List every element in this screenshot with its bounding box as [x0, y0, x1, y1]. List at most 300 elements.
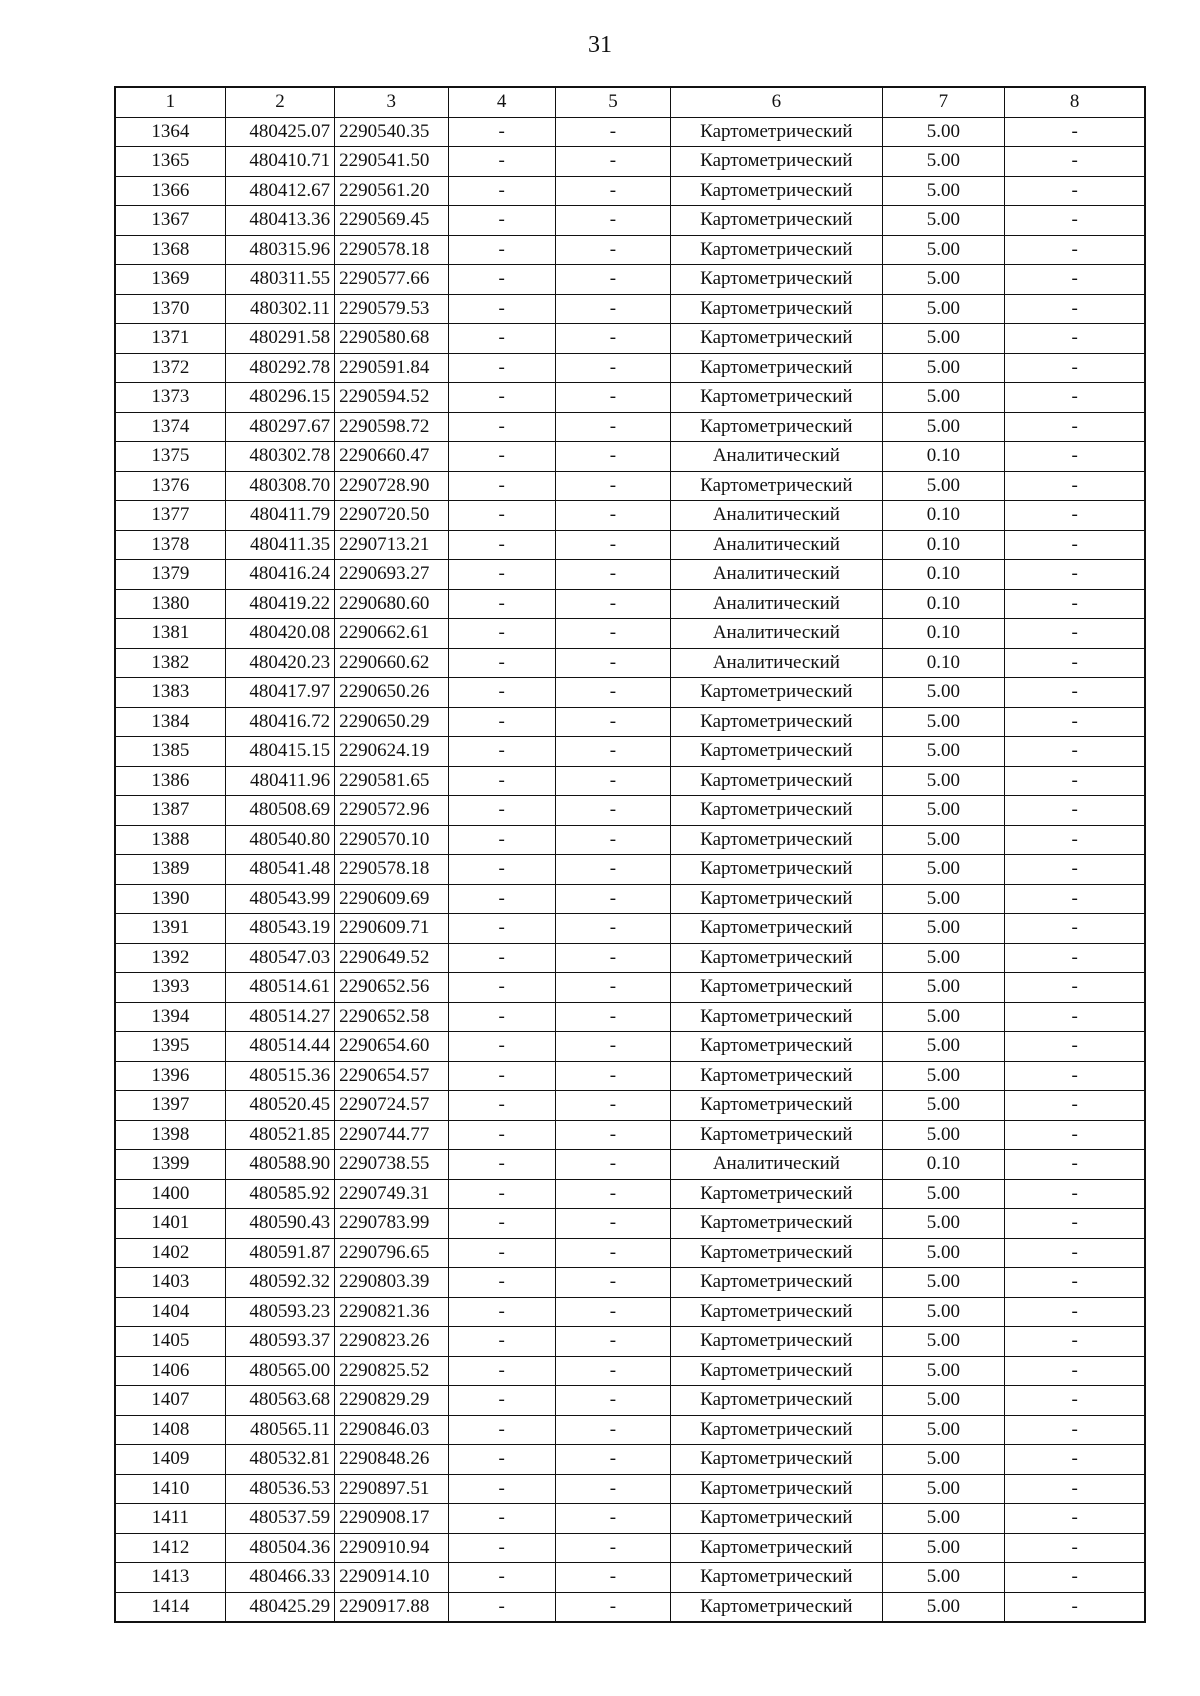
cell-point-number: 1389: [115, 855, 225, 885]
cell-point-number: 1408: [115, 1415, 225, 1445]
cell-accuracy: 5.00: [882, 707, 1005, 737]
cell-col-8: -: [1005, 1415, 1145, 1445]
cell-method: Картометрический: [671, 235, 882, 265]
cell-point-number: 1374: [115, 412, 225, 442]
cell-accuracy: 5.00: [882, 1356, 1005, 1386]
cell-point-number: 1406: [115, 1356, 225, 1386]
cell-point-number: 1398: [115, 1120, 225, 1150]
cell-x-coordinate: 480592.32: [225, 1268, 334, 1298]
cell-y-coordinate: 2290578.18: [335, 855, 448, 885]
cell-accuracy: 0.10: [882, 560, 1005, 590]
cell-col-5: -: [555, 560, 670, 590]
cell-col-5: -: [555, 117, 670, 147]
cell-point-number: 1367: [115, 206, 225, 236]
cell-col-8: -: [1005, 1209, 1145, 1239]
cell-point-number: 1376: [115, 471, 225, 501]
cell-x-coordinate: 480417.97: [225, 678, 334, 708]
table-row: [115, 1474, 1145, 1504]
cell-col-8: -: [1005, 1327, 1145, 1357]
cell-x-coordinate: 480590.43: [225, 1209, 334, 1239]
cell-y-coordinate: 2290693.27: [335, 560, 448, 590]
cell-method: Картометрический: [671, 884, 882, 914]
cell-col-8: -: [1005, 1002, 1145, 1032]
cell-col-8: -: [1005, 324, 1145, 354]
cell-accuracy: 5.00: [882, 1327, 1005, 1357]
cell-method: Картометрический: [671, 855, 882, 885]
cell-accuracy: 5.00: [882, 1032, 1005, 1062]
cell-method: Картометрический: [671, 147, 882, 177]
cell-y-coordinate: 2290652.56: [335, 973, 448, 1003]
cell-accuracy: 0.10: [882, 619, 1005, 649]
cell-method: Картометрический: [671, 766, 882, 796]
table-row: [115, 442, 1145, 472]
cell-x-coordinate: 480532.81: [225, 1445, 334, 1475]
cell-y-coordinate: 2290591.84: [335, 353, 448, 383]
cell-accuracy: 0.10: [882, 530, 1005, 560]
cell-col-8: -: [1005, 619, 1145, 649]
cell-y-coordinate: 2290897.51: [335, 1474, 448, 1504]
cell-x-coordinate: 480411.96: [225, 766, 334, 796]
cell-y-coordinate: 2290914.10: [335, 1563, 448, 1593]
cell-col-5: -: [555, 589, 670, 619]
cell-method: Картометрический: [671, 1474, 882, 1504]
cell-col-4: -: [448, 1238, 555, 1268]
cell-y-coordinate: 2290728.90: [335, 471, 448, 501]
cell-point-number: 1383: [115, 678, 225, 708]
cell-accuracy: 5.00: [882, 383, 1005, 413]
cell-col-5: -: [555, 884, 670, 914]
cell-accuracy: 5.00: [882, 265, 1005, 295]
cell-col-5: -: [555, 176, 670, 206]
cell-accuracy: 5.00: [882, 1002, 1005, 1032]
cell-point-number: 1393: [115, 973, 225, 1003]
cell-x-coordinate: 480308.70: [225, 471, 334, 501]
cell-accuracy: 0.10: [882, 1150, 1005, 1180]
cell-col-5: -: [555, 1002, 670, 1032]
cell-x-coordinate: 480420.23: [225, 648, 334, 678]
table-row: [115, 1563, 1145, 1593]
cell-method: Картометрический: [671, 1297, 882, 1327]
cell-col-5: -: [555, 1563, 670, 1593]
cell-point-number: 1375: [115, 442, 225, 472]
cell-x-coordinate: 480504.36: [225, 1533, 334, 1563]
cell-col-4: -: [448, 648, 555, 678]
cell-col-4: -: [448, 560, 555, 590]
cell-col-4: -: [448, 766, 555, 796]
cell-accuracy: 5.00: [882, 943, 1005, 973]
cell-accuracy: 5.00: [882, 176, 1005, 206]
cell-x-coordinate: 480585.92: [225, 1179, 334, 1209]
cell-method: Картометрический: [671, 471, 882, 501]
cell-method: Картометрический: [671, 265, 882, 295]
cell-col-5: -: [555, 1445, 670, 1475]
cell-point-number: 1377: [115, 501, 225, 531]
cell-col-5: -: [555, 619, 670, 649]
cell-accuracy: 5.00: [882, 796, 1005, 826]
table-row: [115, 589, 1145, 619]
cell-method: Картометрический: [671, 1386, 882, 1416]
cell-accuracy: 5.00: [882, 1504, 1005, 1534]
cell-point-number: 1402: [115, 1238, 225, 1268]
cell-accuracy: 5.00: [882, 737, 1005, 767]
cell-col-5: -: [555, 825, 670, 855]
cell-col-8: -: [1005, 1386, 1145, 1416]
cell-y-coordinate: 2290598.72: [335, 412, 448, 442]
cell-y-coordinate: 2290652.58: [335, 1002, 448, 1032]
cell-col-8: -: [1005, 471, 1145, 501]
cell-accuracy: 5.00: [882, 884, 1005, 914]
cell-col-4: -: [448, 707, 555, 737]
cell-y-coordinate: 2290738.55: [335, 1150, 448, 1180]
cell-method: Картометрический: [671, 1356, 882, 1386]
cell-x-coordinate: 480415.15: [225, 737, 334, 767]
table-body: [115, 117, 1145, 1622]
cell-col-8: -: [1005, 825, 1145, 855]
cell-method: Картометрический: [671, 1179, 882, 1209]
cell-x-coordinate: 480543.19: [225, 914, 334, 944]
cell-accuracy: 5.00: [882, 147, 1005, 177]
cell-col-8: -: [1005, 1061, 1145, 1091]
cell-col-5: -: [555, 442, 670, 472]
cell-method: Картометрический: [671, 324, 882, 354]
cell-accuracy: 5.00: [882, 1238, 1005, 1268]
cell-col-5: -: [555, 1091, 670, 1121]
cell-col-4: -: [448, 1209, 555, 1239]
cell-point-number: 1413: [115, 1563, 225, 1593]
cell-x-coordinate: 480520.45: [225, 1091, 334, 1121]
cell-col-4: -: [448, 619, 555, 649]
cell-col-5: -: [555, 501, 670, 531]
cell-point-number: 1397: [115, 1091, 225, 1121]
cell-col-4: -: [448, 1061, 555, 1091]
cell-y-coordinate: 2290744.77: [335, 1120, 448, 1150]
cell-y-coordinate: 2290680.60: [335, 589, 448, 619]
cell-col-8: -: [1005, 294, 1145, 324]
cell-point-number: 1387: [115, 796, 225, 826]
cell-point-number: 1385: [115, 737, 225, 767]
cell-method: Картометрический: [671, 1415, 882, 1445]
cell-col-8: -: [1005, 530, 1145, 560]
cell-y-coordinate: 2290848.26: [335, 1445, 448, 1475]
cell-col-5: -: [555, 530, 670, 560]
cell-accuracy: 5.00: [882, 1209, 1005, 1239]
cell-col-5: -: [555, 353, 670, 383]
cell-point-number: 1373: [115, 383, 225, 413]
header-row: [115, 87, 1145, 117]
table-row: [115, 1150, 1145, 1180]
cell-accuracy: 5.00: [882, 206, 1005, 236]
cell-y-coordinate: 2290662.61: [335, 619, 448, 649]
cell-col-5: -: [555, 294, 670, 324]
cell-x-coordinate: 480291.58: [225, 324, 334, 354]
cell-y-coordinate: 2290713.21: [335, 530, 448, 560]
table-row: [115, 1356, 1145, 1386]
cell-method: Картометрический: [671, 117, 882, 147]
cell-accuracy: 5.00: [882, 1415, 1005, 1445]
cell-point-number: 1394: [115, 1002, 225, 1032]
table-row: [115, 943, 1145, 973]
cell-x-coordinate: 480565.11: [225, 1415, 334, 1445]
cell-x-coordinate: 480514.27: [225, 1002, 334, 1032]
table-row: [115, 235, 1145, 265]
cell-accuracy: 5.00: [882, 1592, 1005, 1622]
cell-point-number: 1382: [115, 648, 225, 678]
cell-method: Картометрический: [671, 353, 882, 383]
cell-col-4: -: [448, 1563, 555, 1593]
cell-col-8: -: [1005, 1533, 1145, 1563]
table-row: [115, 825, 1145, 855]
cell-accuracy: 5.00: [882, 678, 1005, 708]
table-row: [115, 1179, 1145, 1209]
cell-col-4: -: [448, 206, 555, 236]
cell-col-4: -: [448, 442, 555, 472]
cell-x-coordinate: 480416.24: [225, 560, 334, 590]
table-row: [115, 1209, 1145, 1239]
cell-col-8: -: [1005, 176, 1145, 206]
cell-col-5: -: [555, 324, 670, 354]
cell-point-number: 1370: [115, 294, 225, 324]
table-row: [115, 1327, 1145, 1357]
table-row: [115, 1061, 1145, 1091]
cell-method: Картометрический: [671, 1120, 882, 1150]
cell-point-number: 1403: [115, 1268, 225, 1298]
table-row: [115, 973, 1145, 1003]
cell-x-coordinate: 480420.08: [225, 619, 334, 649]
cell-col-4: -: [448, 1120, 555, 1150]
cell-col-4: -: [448, 825, 555, 855]
cell-col-5: -: [555, 973, 670, 1003]
cell-col-8: -: [1005, 442, 1145, 472]
cell-y-coordinate: 2290594.52: [335, 383, 448, 413]
cell-col-4: -: [448, 1032, 555, 1062]
cell-col-8: -: [1005, 1150, 1145, 1180]
cell-y-coordinate: 2290660.62: [335, 648, 448, 678]
cell-col-5: -: [555, 412, 670, 442]
cell-x-coordinate: 480591.87: [225, 1238, 334, 1268]
cell-col-4: -: [448, 176, 555, 206]
table-row: [115, 324, 1145, 354]
cell-accuracy: 0.10: [882, 589, 1005, 619]
cell-col-5: -: [555, 707, 670, 737]
cell-col-5: -: [555, 796, 670, 826]
cell-col-4: -: [448, 1592, 555, 1622]
cell-col-5: -: [555, 1120, 670, 1150]
cell-method: Картометрический: [671, 176, 882, 206]
cell-y-coordinate: 2290609.69: [335, 884, 448, 914]
cell-col-5: -: [555, 1297, 670, 1327]
cell-y-coordinate: 2290624.19: [335, 737, 448, 767]
cell-x-coordinate: 480537.59: [225, 1504, 334, 1534]
cell-y-coordinate: 2290572.96: [335, 796, 448, 826]
cell-col-8: -: [1005, 235, 1145, 265]
cell-method: Картометрический: [671, 796, 882, 826]
cell-point-number: 1391: [115, 914, 225, 944]
cell-point-number: 1372: [115, 353, 225, 383]
cell-col-8: -: [1005, 1297, 1145, 1327]
cell-x-coordinate: 480541.48: [225, 855, 334, 885]
table-row: [115, 619, 1145, 649]
cell-col-4: -: [448, 324, 555, 354]
cell-col-4: -: [448, 294, 555, 324]
cell-col-5: -: [555, 943, 670, 973]
cell-col-8: -: [1005, 1592, 1145, 1622]
table-row: [115, 1415, 1145, 1445]
table-row: [115, 294, 1145, 324]
cell-col-5: -: [555, 648, 670, 678]
cell-method: Картометрический: [671, 1002, 882, 1032]
cell-method: Аналитический: [671, 501, 882, 531]
cell-y-coordinate: 2290569.45: [335, 206, 448, 236]
cell-y-coordinate: 2290649.52: [335, 943, 448, 973]
cell-col-8: -: [1005, 1238, 1145, 1268]
cell-accuracy: 5.00: [882, 294, 1005, 324]
cell-method: Аналитический: [671, 560, 882, 590]
cell-x-coordinate: 480514.44: [225, 1032, 334, 1062]
cell-col-4: -: [448, 412, 555, 442]
cell-col-8: -: [1005, 1120, 1145, 1150]
cell-y-coordinate: 2290829.29: [335, 1386, 448, 1416]
cell-method: Картометрический: [671, 1061, 882, 1091]
cell-x-coordinate: 480416.72: [225, 707, 334, 737]
cell-x-coordinate: 480466.33: [225, 1563, 334, 1593]
cell-point-number: 1400: [115, 1179, 225, 1209]
cell-accuracy: 5.00: [882, 1061, 1005, 1091]
table-row: [115, 147, 1145, 177]
table-row: [115, 353, 1145, 383]
cell-accuracy: 5.00: [882, 914, 1005, 944]
cell-point-number: 1407: [115, 1386, 225, 1416]
cell-col-8: -: [1005, 1504, 1145, 1534]
cell-y-coordinate: 2290581.65: [335, 766, 448, 796]
cell-col-8: -: [1005, 648, 1145, 678]
cell-accuracy: 0.10: [882, 501, 1005, 531]
cell-col-5: -: [555, 1150, 670, 1180]
table-row: [115, 1297, 1145, 1327]
column-header-5: 5: [555, 87, 670, 117]
cell-y-coordinate: 2290540.35: [335, 117, 448, 147]
table-row: [115, 265, 1145, 295]
cell-point-number: 1396: [115, 1061, 225, 1091]
cell-point-number: 1365: [115, 147, 225, 177]
cell-col-8: -: [1005, 265, 1145, 295]
cell-method: Картометрический: [671, 737, 882, 767]
cell-point-number: 1395: [115, 1032, 225, 1062]
cell-point-number: 1410: [115, 1474, 225, 1504]
cell-x-coordinate: 480411.35: [225, 530, 334, 560]
cell-y-coordinate: 2290579.53: [335, 294, 448, 324]
table-row: [115, 412, 1145, 442]
cell-col-5: -: [555, 1268, 670, 1298]
table-row: [115, 1386, 1145, 1416]
cell-col-4: -: [448, 1533, 555, 1563]
cell-method: Картометрический: [671, 1504, 882, 1534]
column-header-4: 4: [448, 87, 555, 117]
cell-method: Картометрический: [671, 383, 882, 413]
cell-col-4: -: [448, 1356, 555, 1386]
cell-accuracy: 5.00: [882, 353, 1005, 383]
cell-col-5: -: [555, 265, 670, 295]
cell-method: Картометрический: [671, 206, 882, 236]
cell-x-coordinate: 480302.78: [225, 442, 334, 472]
cell-x-coordinate: 480302.11: [225, 294, 334, 324]
table-row: [115, 707, 1145, 737]
cell-col-8: -: [1005, 560, 1145, 590]
cell-point-number: 1412: [115, 1533, 225, 1563]
cell-method: Картометрический: [671, 707, 882, 737]
cell-point-number: 1411: [115, 1504, 225, 1534]
table-row: [115, 1592, 1145, 1622]
table-row: [115, 560, 1145, 590]
cell-x-coordinate: 480515.36: [225, 1061, 334, 1091]
cell-method: Картометрический: [671, 678, 882, 708]
cell-col-4: -: [448, 383, 555, 413]
cell-method: Картометрический: [671, 1563, 882, 1593]
cell-col-4: -: [448, 353, 555, 383]
cell-point-number: 1409: [115, 1445, 225, 1475]
cell-method: Аналитический: [671, 619, 882, 649]
cell-accuracy: 5.00: [882, 1386, 1005, 1416]
cell-x-coordinate: 480593.23: [225, 1297, 334, 1327]
cell-accuracy: 5.00: [882, 1445, 1005, 1475]
cell-col-8: -: [1005, 1474, 1145, 1504]
cell-method: Аналитический: [671, 589, 882, 619]
cell-x-coordinate: 480292.78: [225, 353, 334, 383]
cell-method: Картометрический: [671, 1592, 882, 1622]
cell-y-coordinate: 2290650.29: [335, 707, 448, 737]
cell-accuracy: 5.00: [882, 1533, 1005, 1563]
cell-col-4: -: [448, 855, 555, 885]
cell-col-5: -: [555, 1209, 670, 1239]
cell-method: Картометрический: [671, 1268, 882, 1298]
cell-y-coordinate: 2290908.17: [335, 1504, 448, 1534]
cell-col-5: -: [555, 766, 670, 796]
cell-x-coordinate: 480419.22: [225, 589, 334, 619]
cell-y-coordinate: 2290570.10: [335, 825, 448, 855]
cell-col-4: -: [448, 501, 555, 531]
cell-point-number: 1380: [115, 589, 225, 619]
cell-col-4: -: [448, 1504, 555, 1534]
cell-col-8: -: [1005, 501, 1145, 531]
cell-col-8: -: [1005, 589, 1145, 619]
cell-x-coordinate: 480563.68: [225, 1386, 334, 1416]
cell-method: Картометрический: [671, 1032, 882, 1062]
cell-method: Картометрический: [671, 825, 882, 855]
cell-y-coordinate: 2290720.50: [335, 501, 448, 531]
cell-x-coordinate: 480410.71: [225, 147, 334, 177]
table-row: [115, 1032, 1145, 1062]
table-row: [115, 1445, 1145, 1475]
cell-col-5: -: [555, 1061, 670, 1091]
cell-col-5: -: [555, 471, 670, 501]
cell-col-4: -: [448, 796, 555, 826]
cell-y-coordinate: 2290580.68: [335, 324, 448, 354]
cell-col-4: -: [448, 235, 555, 265]
cell-col-8: -: [1005, 973, 1145, 1003]
cell-y-coordinate: 2290825.52: [335, 1356, 448, 1386]
cell-y-coordinate: 2290724.57: [335, 1091, 448, 1121]
cell-point-number: 1404: [115, 1297, 225, 1327]
cell-x-coordinate: 480547.03: [225, 943, 334, 973]
cell-x-coordinate: 480311.55: [225, 265, 334, 295]
cell-method: Картометрический: [671, 294, 882, 324]
cell-x-coordinate: 480536.53: [225, 1474, 334, 1504]
cell-method: Картометрический: [671, 412, 882, 442]
cell-x-coordinate: 480508.69: [225, 796, 334, 826]
cell-y-coordinate: 2290654.57: [335, 1061, 448, 1091]
cell-point-number: 1364: [115, 117, 225, 147]
cell-col-4: -: [448, 973, 555, 1003]
cell-col-8: -: [1005, 914, 1145, 944]
